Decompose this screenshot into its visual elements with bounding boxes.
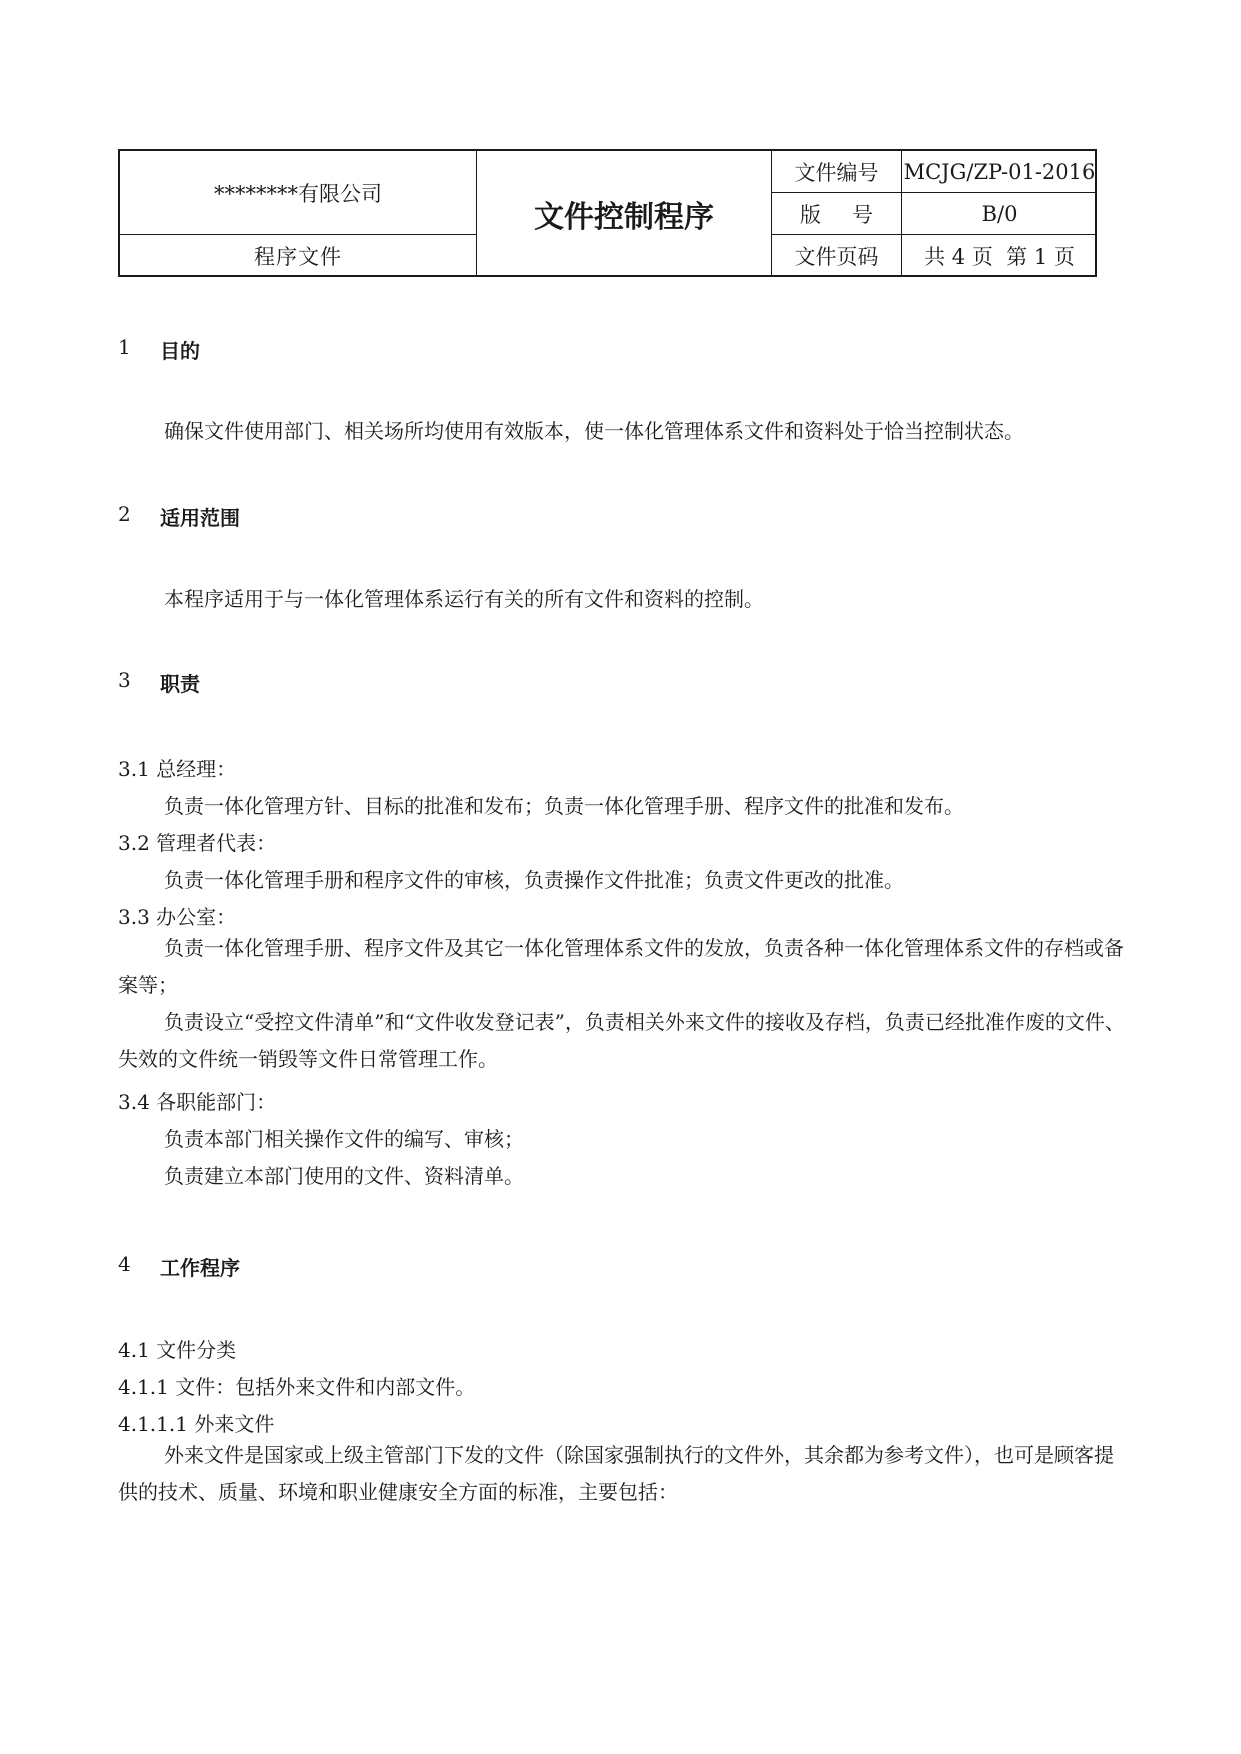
subsection-4-1-1-1-body: 外来文件是国家或上级主管部门下发的文件（除国家强制执行的文件外，其余都为参考文件），也可是顾客提供的技术、质量、环境和职业健康安全方面的标准，主要包括： (118, 1443, 1114, 1504)
document-header-table (118, 149, 1097, 277)
subsection-3-4-heading: 3.4 各职能部门： (118, 1090, 277, 1114)
subsection-3-1-heading: 3.1 总经理： (118, 757, 237, 781)
company-name: ********有限公司 (214, 181, 382, 206)
page-count-label: 文件页码 (794, 245, 879, 269)
subsection-3-2-heading: 3.2 管理者代表： (118, 831, 277, 855)
doc-number-label: 文件编号 (794, 160, 879, 185)
subsection-3-3-body-1: 负责一体化管理手册、程序文件及其它一体化管理体系文件的发放，负责各种一体化管理体系文件的存档或备案等； (118, 936, 1124, 997)
subsection-3-4-body-1: 负责本部门相关操作文件的编写、审核； (164, 1127, 524, 1151)
subsection-3-4-body-2: 负责建立本部门使用的文件、资料清单。 (164, 1164, 524, 1188)
version-label: 版 号 (800, 202, 873, 227)
section-2-body: 本程序适用于与一体化管理体系运行有关的所有文件和资料的控制。 (164, 587, 764, 611)
doc-number-value: MCJG/ZP-01-2016 (903, 159, 1096, 184)
subsection-3-2-body: 负责一体化管理手册和程序文件的审核，负责操作文件批准；负责文件更改的批准。 (164, 868, 904, 892)
section-2-heading: 2 适用范围 (118, 502, 240, 530)
page-count-value: 共 4 页 第 1 页 (924, 245, 1075, 269)
subsection-4-1: 4.1 文件分类 (118, 1338, 237, 1362)
section-1-heading: 1 目的 (118, 335, 200, 363)
subsection-4-1-1-1: 4.1.1.1 外来文件 (118, 1412, 275, 1436)
subsection-4-1-1: 4.1.1 文件：包括外来文件和内部文件。 (118, 1375, 476, 1399)
version-value: B/0 (981, 201, 1018, 226)
document-title: 文件控制程序 (534, 200, 714, 235)
section-4-heading: 4 工作程序 (118, 1252, 240, 1280)
subsection-3-3-body-2: 负责设立“受控文件清单”和“文件收发登记表”，负责相关外来文件的接收及存档，负责已经批准作废的文件、失效的文件统一销毁等文件日常管理工作。 (118, 1010, 1125, 1071)
section-3-heading: 3 职责 (118, 668, 200, 696)
subsection-3-3-heading: 3.3 办公室： (118, 905, 237, 929)
document-type: 程序文件 (254, 245, 342, 269)
section-1-body: 确保文件使用部门、相关场所均使用有效版本，使一体化管理体系文件和资料处于恰当控制状态。 (164, 419, 1024, 443)
subsection-3-1-body: 负责一体化管理方针、目标的批准和发布；负责一体化管理手册、程序文件的批准和发布。 (164, 794, 964, 818)
